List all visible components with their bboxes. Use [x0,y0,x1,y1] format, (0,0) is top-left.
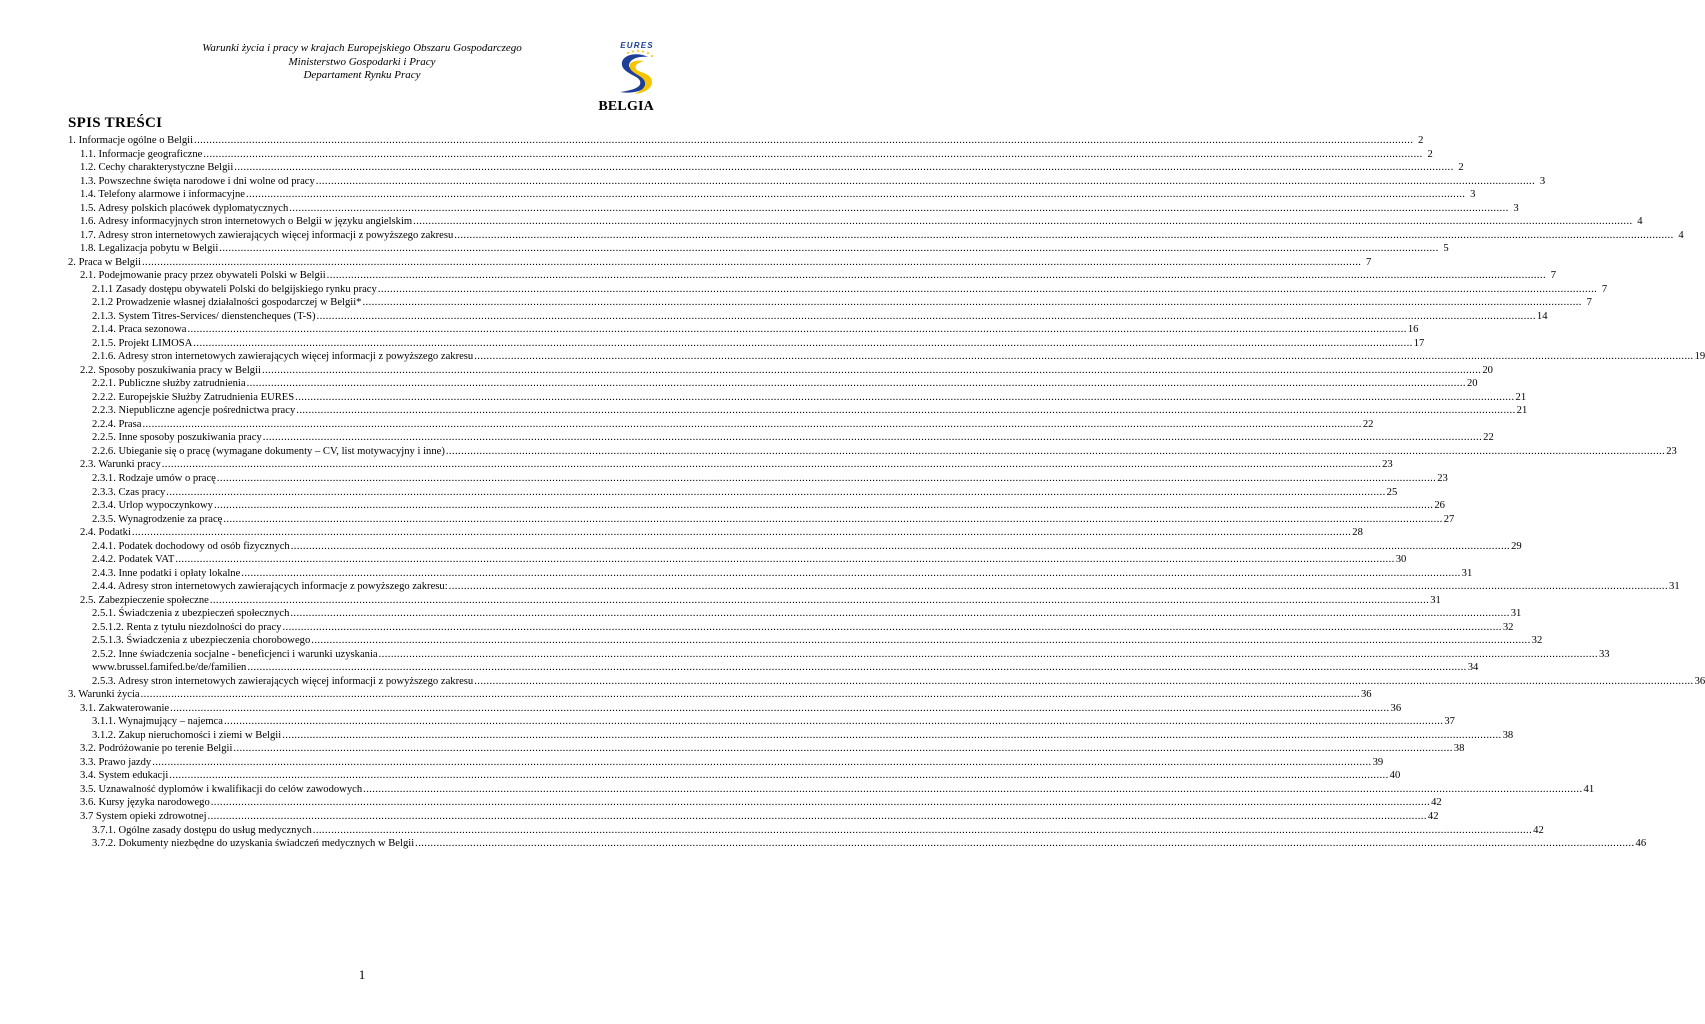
toc-entry-leader-dots: ................................................................................................................................................................................................................................................................................................................................................................................................................ [312,824,1533,836]
header-line-2: Ministerstwo Gospodarki i Pracy [288,55,436,68]
toc-entry[interactable] [92,349,1705,363]
toc-entry-page: 31 [1669,581,1680,593]
toc-entry-page: 14 [1536,310,1548,322]
toc-entry-label: 2.5.1.3. Świadczenia z ubezpieczenia chorobowego [92,635,311,647]
toc-entry-page: 2 [1418,135,1424,146]
toc-entry-page: 22 [1483,432,1494,444]
toc-entry-leader-dots: ................................................................................................................................................................................................................................................................................................................................................................................................................ [290,540,1511,552]
toc-entry[interactable] [92,309,1548,323]
toc-entry-page: 23 [1382,459,1393,471]
toc-entry-label: 2.4. Podatki [80,527,131,539]
toc-entry-leader-dots: ................................................................................................................................................................................................................................................................................................................................................................................................................ [262,432,1483,444]
toc-entry-leader-dots: ................................................................................................................................................................................................................................................................................................................................................................................................................ [295,391,1515,403]
toc-entry[interactable] [92,498,1445,512]
toc-entry-label: 1.3. Powszechne święta narodowe i dni wolne od pracy [80,175,315,187]
toc-entry[interactable] [92,579,1680,593]
toc-entry-label: 2.2.2. Europejskie Służby Zatrudnienia EURES [92,391,295,403]
country-label: BELGIA [598,99,654,114]
toc-entry-label: 3.6. Kursy języka narodowego [80,797,210,809]
toc-entry-page: 23 [1437,473,1448,484]
toc-entry-page: 16 [1407,324,1419,336]
toc-entry-leader-dots: ................................................................................................................................................................................................................................................................................................................................................................................................................ [315,175,1536,187]
toc-entry[interactable] [80,593,1441,607]
toc-entry[interactable] [80,525,1363,539]
header-line-3: Departament Rynku Pracy [303,69,421,81]
toc-entry-page: 42 [1533,824,1544,836]
toc-entry[interactable] [92,471,1448,485]
toc-entry-page: 38 [1502,729,1514,741]
toc-entry[interactable] [80,201,1519,215]
toc-entry-leader-dots: ................................................................................................................................................................................................................................................................................................................................................................................................................ [166,486,1386,498]
toc-entry-page: 36 [1361,689,1372,701]
toc-entry[interactable] [80,214,1643,228]
toc-entry-page: 20 [1482,364,1493,376]
toc-entry-leader-dots: ................................................................................................................................................................................................................................................................................................................................................................................................................ [474,675,1694,687]
toc-entry-label: 1.7. Adresy stron internetowych zawierających więcej informacji z powyższego zakresu [80,229,454,241]
toc-entry-label: 3.1.1. Wynajmujący – najemca [92,716,223,728]
toc-entry-leader-dots: ................................................................................................................................................................................................................................................................................................................................................................................................................ [445,445,1666,457]
toc-entry-label: 2.1.6. Adresy stron internetowych zawierających więcej informacji z powyższego zakresu [92,351,474,363]
toc-entry[interactable] [92,620,1514,634]
toc-title: SPIS TREŚCI [68,115,163,131]
toc-entry-page: 38 [1453,743,1465,755]
toc-entry-page: 28 [1352,527,1363,539]
toc-entry-page: 7 [1550,270,1557,282]
toc-entry-label: 2.1.4. Praca sezonowa [92,324,187,336]
toc-entry-leader-dots: ................................................................................................................................................................................................................................................................................................................................................................................................................ [245,189,1466,201]
toc-entry-label: 1.6. Adresy informacyjnych stron internetowych o Belgii w języku angielskim [80,216,413,228]
toc-entry[interactable] [80,755,1384,769]
toc-entry-label: 2.3.3. Czas pracy [92,486,166,498]
toc-entry-page: 31 [1430,594,1441,606]
toc-entry[interactable] [92,633,1543,647]
toc-entry-label: 2.5.2. Inne świadczenia socjalne - beneficjenci i warunki uzyskania [92,648,378,660]
toc-entry-page: 23 [1666,445,1677,457]
toc-entry[interactable] [92,539,1522,553]
toc-entry-leader-dots: ................................................................................................................................................................................................................................................................................................................................................................................................................ [142,418,1362,430]
document-header [120,42,604,83]
toc-entry[interactable] [80,782,1595,796]
toc-entry[interactable] [92,376,1478,390]
toc-entry[interactable] [92,390,1527,404]
toc-entry-label: 2.2.5. Inne sposoby poszukiwania pracy [92,432,262,444]
toc-entry[interactable] [80,768,1401,782]
toc-entry[interactable] [92,430,1494,444]
toc-entry-label: 2.5. Zabezpieczenie społeczne [80,594,209,606]
toc-entry-label: 1.8. Legalizacja pobytu w Belgii [80,243,219,255]
toc-entry-leader-dots: ................................................................................................................................................................................................................................................................................................................................................................................................................ [170,702,1390,714]
toc-entry-page: 33 [1599,648,1610,660]
toc-entry[interactable] [92,282,1608,296]
toc-entry-leader-dots: ................................................................................................................................................................................................................................................................................................................................................................................................................ [290,608,1510,620]
toc-entry[interactable] [92,417,1374,431]
toc-entry[interactable] [80,457,1393,471]
toc-entry-leader-dots: ................................................................................................................................................................................................................................................................................................................................................................................................................ [161,459,1382,471]
toc-entry-page: 21 [1516,405,1528,417]
toc-entry-page: 7 [1366,256,1372,268]
toc-entry-page: 21 [1515,391,1527,403]
header-line-1: Warunki życia i pracy w krajach Europejskiego Obszaru Gospodarczego [202,42,522,54]
toc-entry-page: 4 [1637,216,1643,228]
toc-entry-page: 3 [1513,202,1519,214]
toc-entry-page: 31 [1510,608,1522,620]
toc-entry-leader-dots: ................................................................................................................................................................................................................................................................................................................................................................................................................ [140,689,1360,701]
toc-entry-page: 42 [1427,811,1439,822]
toc-entry-label: 3.7.1. Ogólne zasady dostępu do usług medycznych [92,824,312,836]
toc-entry-page: 34 [1467,662,1479,674]
toc-entry-leader-dots: ................................................................................................................................................................................................................................................................................................................................................................................................................ [216,473,1437,484]
toc-entry[interactable] [80,795,1442,809]
toc-entry[interactable] [92,728,1514,742]
toc-entry-leader-dots: ................................................................................................................................................................................................................................................................................................................................................................................................................ [246,378,1466,390]
toc-entry-leader-dots: ................................................................................................................................................................................................................................................................................................................................................................................................................ [203,148,1423,160]
eures-logo-text: EURES [620,41,654,50]
toc-entry-page: 42 [1431,797,1442,809]
page-number: 1 [358,967,366,982]
toc-entry-label: 2.5.1.2. Renta z tytułu niezdolności do pracy [92,621,282,633]
toc-entry-leader-dots: ................................................................................................................................................................................................................................................................................................................................................................................................................ [193,337,1413,349]
toc-entry[interactable] [92,444,1677,458]
toc-entry-label: 3.5. Uznawalność dyplomów i kwalifikacji do celów zawodowych [80,783,363,795]
toc-entry-page: 19 [1694,351,1705,363]
toc-entry-label: 2.4.2. Podatek VAT [92,554,175,566]
toc-entry-page: 17 [1413,337,1425,349]
toc-entry-leader-dots: ................................................................................................................................................................................................................................................................................................................................................................................................................ [448,581,1669,593]
toc-entry-leader-dots: ................................................................................................................................................................................................................................................................................................................................................................................................................ [209,594,1430,606]
toc-entry-leader-dots: ................................................................................................................................................................................................................................................................................................................................................................................................................ [141,256,1362,268]
toc-entry-label: 2.2.6. Ubieganie się o pracę (wymagane dokumenty – CV, list motywacyjny i inne) [92,445,445,457]
toc-entry-page: 4 [1678,229,1684,241]
toc-entry-page: 36 [1390,702,1402,714]
toc-entry-label: 3.1.2. Zakup nieruchomości i ziemi w Belgii [92,729,282,741]
toc-entry-leader-dots: ................................................................................................................................................................................................................................................................................................................................................................................................................ [362,297,1582,309]
toc-entry-leader-dots: ................................................................................................................................................................................................................................................................................................................................................................................................................ [454,229,1674,241]
toc-entry[interactable] [80,363,1493,377]
toc-entry-page: 37 [1444,716,1455,728]
toc-entry-page: 7 [1586,297,1592,309]
toc-entry-label: 2.1.5. Projekt LIMOSA [92,337,193,349]
toc-entry-label: 2.2. Sposoby poszukiwania pracy w Belgii [80,364,261,376]
toc-entry-leader-dots: ................................................................................................................................................................................................................................................................................................................................................................................................................ [223,513,1443,525]
toc-entry-label: 2.3.5. Wynagrodzenie za pracę [92,513,223,525]
toc-entry-leader-dots: ................................................................................................................................................................................................................................................................................................................................................................................................................ [296,405,1516,417]
toc-entry-leader-dots: ................................................................................................................................................................................................................................................................................................................................................................................................................ [326,270,1547,282]
toc-entry-leader-dots: ................................................................................................................................................................................................................................................................................................................................................................................................................ [187,324,1407,336]
toc-entry-label: 2.5.3. Adresy stron internetowych zawierających więcej informacji z powyższego zakresu [92,675,474,687]
toc-entry-page: 3 [1470,189,1476,201]
toc-entry-leader-dots: ................................................................................................................................................................................................................................................................................................................................................................................................................ [282,621,1502,633]
toc-entry-label: 2.1.1 Zasady dostępu obywateli Polski do belgijskiego rynku pracy [92,283,377,295]
toc-entry-leader-dots: ................................................................................................................................................................................................................................................................................................................................................................................................................ [213,500,1434,512]
toc-entry-leader-dots: ................................................................................................................................................................................................................................................................................................................................................................................................................ [289,202,1509,214]
toc-entry-label: 3.7 System opieki zdrowotnej [80,811,207,822]
toc-entry-leader-dots: ................................................................................................................................................................................................................................................................................................................................................................................................................ [378,648,1598,660]
toc-entry-label: 2.4.3. Inne podatki i opłaty lokalne [92,567,241,579]
toc-entry-page: 20 [1466,378,1478,390]
toc-entry[interactable] [92,512,1455,526]
toc-entry-leader-dots: ................................................................................................................................................................................................................................................................................................................................................................................................................ [377,283,1598,295]
toc-entry-label: 3. Warunki życia [68,689,140,701]
toc-entry-label: 2. Praca w Belgii [68,256,141,268]
toc-entry-label: 2.1.2 Prowadzenie własnej działalności gospodarczej w Belgii* [92,297,362,309]
toc-entry[interactable] [92,566,1473,580]
toc-entry[interactable] [92,295,1592,309]
toc-entry-leader-dots: ................................................................................................................................................................................................................................................................................................................................................................................................................ [247,662,1467,674]
toc-entry-page: 31 [1461,567,1473,579]
toc-entry-leader-dots: ................................................................................................................................................................................................................................................................................................................................................................................................................ [261,364,1482,376]
toc-entry[interactable] [92,823,1544,837]
toc-entry[interactable] [92,674,1705,688]
toc-entry-page: 7 [1601,283,1608,295]
toc-entry-label: 2.4.1. Podatek dochodowy od osób fizycznych [92,540,290,552]
toc-entry[interactable] [92,403,1528,417]
toc-entry-label: 3.7.2. Dokumenty niezbędne do uzyskania świadczeń medycznych w Belgii [92,838,415,850]
toc-entry[interactable] [80,174,1546,188]
toc-entry-label: 2.4.4. Adresy stron internetowych zawierających informacje z powyższego zakresu: [92,581,448,593]
toc-entry-page: 2 [1427,148,1433,160]
toc-entry[interactable] [92,552,1407,566]
toc-entry[interactable] [80,187,1476,201]
toc-entry[interactable] [68,687,1372,701]
toc-entry-leader-dots: ................................................................................................................................................................................................................................................................................................................................................................................................................ [316,310,1536,322]
toc-entry-leader-dots: ................................................................................................................................................................................................................................................................................................................................................................................................................ [210,797,1431,809]
toc-entry-leader-dots: ................................................................................................................................................................................................................................................................................................................................................................................................................ [413,216,1633,228]
toc-entry-label: 1. Informacje ogólne o Belgii [68,135,194,146]
toc-entry-page: 41 [1583,783,1595,795]
toc-entry-label: 2.1.3. System Titres-Services/ dienstencheques (T-S) [92,310,316,322]
toc-entry-page: 30 [1395,554,1407,566]
toc-entry-label: 3.2. Podróżowanie po terenie Belgii [80,743,233,755]
toc-entry-leader-dots: ................................................................................................................................................................................................................................................................................................................................................................................................................ [194,135,1414,146]
eures-logo [614,40,660,96]
toc-entry[interactable] [68,255,1372,269]
toc-entry-label: 2.1. Podejmowanie pracy przez obywateli Polski w Belgii [80,270,326,282]
toc-entry-label: 2.3.1. Rodzaje umów o pracę [92,473,216,484]
toc-entry-page: 40 [1389,770,1401,782]
toc-entry-leader-dots: ................................................................................................................................................................................................................................................................................................................................................................................................................ [233,743,1453,755]
toc-entry-leader-dots: ................................................................................................................................................................................................................................................................................................................................................................................................................ [474,351,1694,363]
toc-entry-leader-dots: ................................................................................................................................................................................................................................................................................................................................................................................................................ [169,770,1389,782]
toc-entry-leader-dots: ................................................................................................................................................................................................................................................................................................................................................................................................................ [152,756,1372,768]
toc-entry-leader-dots: ................................................................................................................................................................................................................................................................................................................................................................................................................ [219,243,1439,255]
toc-entry-page: 36 [1694,675,1705,687]
toc-entry-leader-dots: ................................................................................................................................................................................................................................................................................................................................................................................................................ [363,783,1583,795]
toc-entry-page: 25 [1386,486,1398,498]
toc-entry-leader-dots: ................................................................................................................................................................................................................................................................................................................................................................................................................ [282,729,1502,741]
toc-entry-label: 2.2.4. Prasa [92,418,142,430]
toc-entry-page: 39 [1372,756,1384,768]
toc-entry[interactable] [80,160,1464,174]
toc-entry-page: 26 [1434,500,1445,512]
toc-entry-label: 1.2. Cechy charakterystyczne Belgii [80,162,234,174]
toc-entry-leader-dots: ................................................................................................................................................................................................................................................................................................................................................................................................................ [241,567,1461,579]
toc-entry[interactable] [68,133,1424,147]
toc-entry-page: 29 [1511,540,1522,552]
toc-entry[interactable] [80,228,1684,242]
toc-entry-page: 46 [1635,838,1647,850]
toc-entry-page: 3 [1539,175,1546,187]
toc-entry-label: 1.4. Telefony alarmowe i informacyjne [80,189,245,201]
toc-entry[interactable] [92,336,1425,350]
toc-entry-leader-dots: ................................................................................................................................................................................................................................................................................................................................................................................................................ [234,162,1454,174]
toc-entry[interactable] [80,241,1449,255]
toc-entry-page: 32 [1531,635,1543,647]
toc-entry[interactable] [80,147,1433,161]
toc-entry[interactable] [92,606,1522,620]
toc-entry-leader-dots: ................................................................................................................................................................................................................................................................................................................................................................................................................ [175,554,1395,566]
toc-entry[interactable] [92,485,1398,499]
toc-entry-leader-dots: ................................................................................................................................................................................................................................................................................................................................................................................................................ [415,838,1635,850]
toc-entry[interactable] [80,809,1439,823]
toc-entry[interactable] [80,741,1465,755]
toc-entry-page: 32 [1502,621,1514,633]
toc-entry-label: www.brussel.famifed.be/de/familien [92,662,247,674]
toc-entry-leader-dots: ................................................................................................................................................................................................................................................................................................................................................................................................................ [311,635,1531,647]
toc-entry-label: 1.1. Informacje geograficzne [80,148,203,160]
toc-entry-label: 2.2.3. Niepubliczne agencje pośrednictwa pracy [92,405,296,417]
toc-entry-page: 22 [1362,418,1374,430]
toc-entry[interactable] [80,701,1402,715]
toc-entry-label: 2.3.4. Urlop wypoczynkowy [92,500,213,512]
toc-entry[interactable] [92,714,1455,728]
toc-entry-label: 3.3. Prawo jazdy [80,756,152,768]
toc-entry[interactable] [92,647,1610,661]
toc-entry[interactable] [80,268,1557,282]
toc-entry-leader-dots: ................................................................................................................................................................................................................................................................................................................................................................................................................ [207,811,1427,822]
toc-entry-label: 3.1. Zakwaterowanie [80,702,170,714]
toc-entry[interactable] [92,836,1647,850]
toc-entry[interactable] [92,322,1419,336]
toc-entry-page: 27 [1443,513,1455,525]
toc-entry-leader-dots: ................................................................................................................................................................................................................................................................................................................................................................................................................ [223,716,1444,728]
toc-entry-label: 1.5. Adresy polskich placówek dyplomatycznych [80,202,289,214]
toc-entry[interactable] [92,660,1479,674]
toc-entry-page: 5 [1443,243,1449,255]
toc-entry-leader-dots: ................................................................................................................................................................................................................................................................................................................................................................................................................ [131,527,1352,539]
toc-entry-label: 2.2.1. Publiczne służby zatrudnienia [92,378,246,390]
toc-entry-label: 3.4. System edukacji [80,770,169,782]
toc-entry-label: 2.3. Warunki pracy [80,459,161,471]
toc-entry-label: 2.5.1. Świadczenia z ubezpieczeń społecznych [92,608,290,620]
toc-entry-page: 2 [1458,162,1464,174]
